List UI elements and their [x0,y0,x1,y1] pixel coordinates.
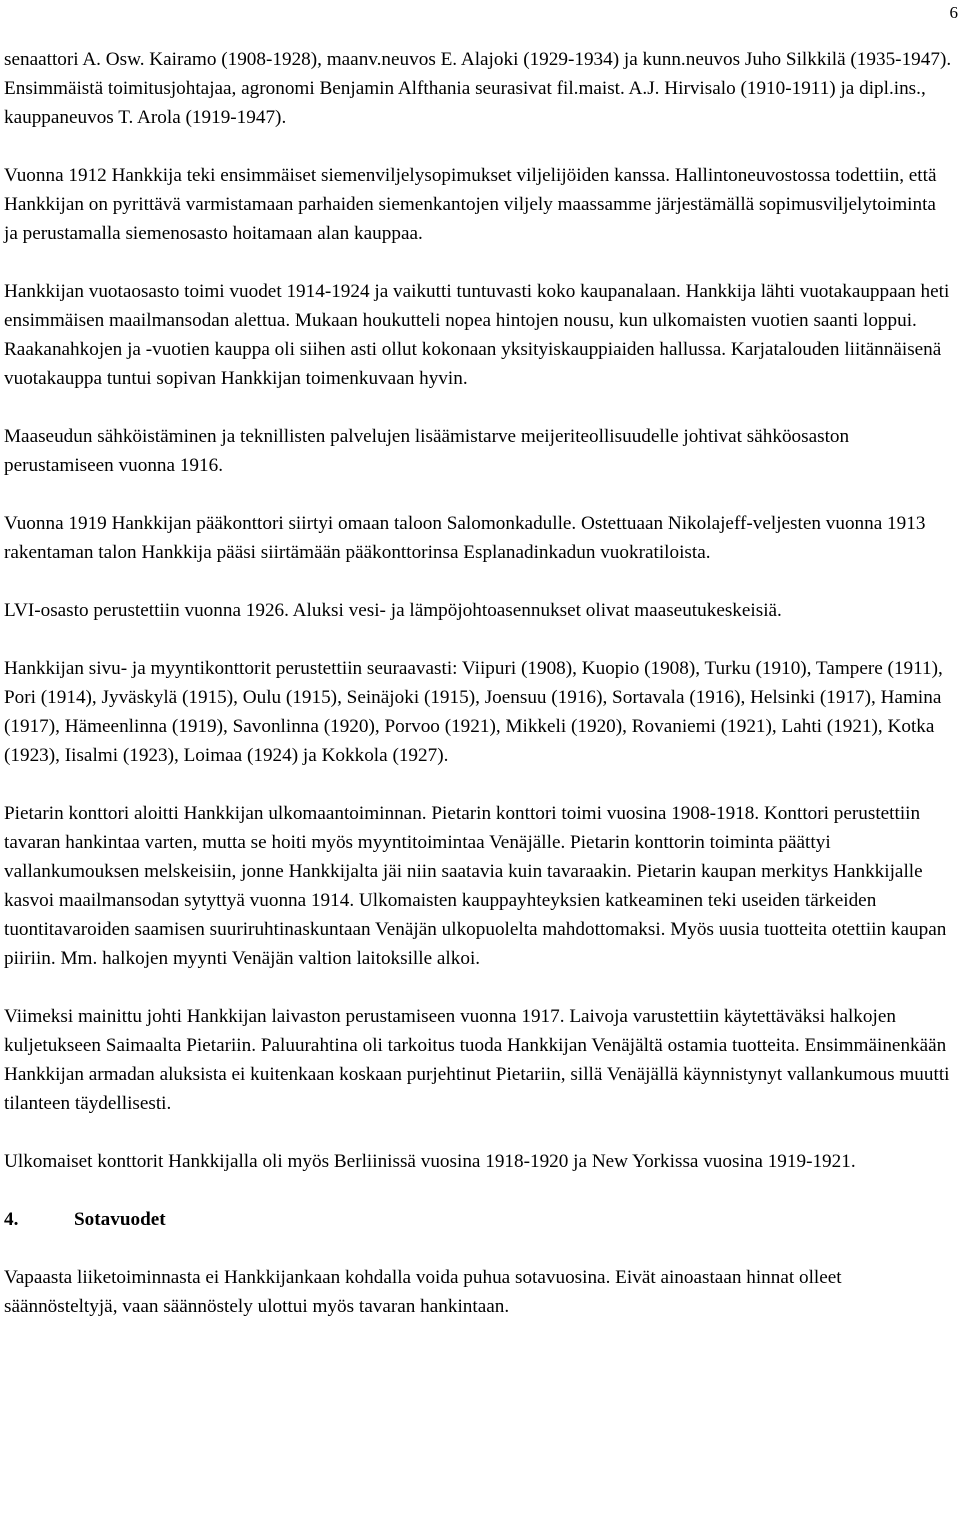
paragraph-st-petersburg-office: Pietarin konttori aloitti Hankkijan ulkomaantoiminnan. Pietarin konttori toimi vuosina 1908-1918. Konttori perustettiin tavaran hankintaa varten, mutta se hoiti myös myyntitoimintaa Venäjälle. Pietarin konttorin toiminta päättyi vallankumouksen melskeisiin, jonne Hankkijalta jäi niin saatavia kuin tavaraakin. Pietarin kaupan merkitys Hankkijalle kasvoi maailmansodan sytyttyä vuonna 1914. Ulkomaisten kauppayhteyksien katkeaminen teki useiden tärkeiden tuontitavaroiden saamisen suuriruhtinaskuntaan Venäjän ulkopuolelta mahdottomaksi. Myös uusia tuotteita otettiin kaupan piiriin. Mm. halkojen myynti Venäjän valtion laitoksille alkoi. [4,803,947,969]
paragraph-war-years: Vapaasta liiketoiminnasta ei Hankkijankaan kohdalla voida puhua sotavuosina. Eivät ainoastaan hinnat olleet säännösteltyjä, vaan säännöstely ulottui myös tavaran hankintaan. [4,1267,842,1317]
paragraph-hide-department: Hankkijan vuotaosasto toimi vuodet 1914-1924 ja vaikutti tuntuvasti koko kaupanalaan. Hankkija lähti vuotakauppaan heti ensimmäisen maailmansodan alettua. Mukaan houkutteli nopea hintojen nousu, kun ulkomaisten vuotien saanti loppui. Raakanahkojen ja -vuotien kauppa oli siihen asti ollut kokonaan yksityiskauppiaiden hallussa. Karjatalouden liitännäisenä vuotakauppa tuntui sopivan Hankkijan toimenkuvaan hyvin. [4,281,950,389]
section-title: Sotavuodet [74,1209,166,1230]
section-heading [4,1205,954,1234]
paragraph-head-office: Vuonna 1919 Hankkijan pääkonttori siirtyi omaan taloon Salomonkadulle. Ostettuaan Nikolajeff-veljesten vuonna 1913 rakentaman talon Hankkija pääsi siirtämään pääkonttorinsa Esplanadinkadun vuokratiloista. [4,513,926,563]
paragraph-branch-offices: Hankkijan sivu- ja myyntikonttorit perustettiin seuraavasti: Viipuri (1908), Kuopio (1908), Turku (1910), Tampere (1911), Pori (1914), Jyväskylä (1915), Oulu (1915), Seinäjoki (1915), Joensuu (1916), Sortavala (1916), Helsinki (1917), Hamina (1917), Hämeenlinna (1919), Savonlinna (1920), Porvoo (1921), Mikkeli (1920), Rovaniemi (1921), Lahti (1921), Kotka (1923), Iisalmi (1923), Loimaa (1924) ja Kokkola (1927). [4,658,943,766]
paragraph-lvi-department: LVI-osasto perustettiin vuonna 1926. Aluksi vesi- ja lämpöjohtoasennukset olivat maaseutukeskeisiä. [4,600,782,621]
paragraph-foreign-offices: Ulkomaiset konttorit Hankkijalla oli myös Berliinissä vuosina 1918-1920 ja New Yorkissa vuosina 1919-1921. [4,1151,856,1172]
section-number: 4. [4,1209,19,1230]
paragraph-seed-contracts: Vuonna 1912 Hankkija teki ensimmäiset siemenviljelysopimukset viljelijöiden kanssa. Hallintoneuvostossa todettiin, että Hankkijan on pyrittävä varmistamaan parhaiden siemenkantojen viljely maassamme järjestämällä sopimusviljelytoiminta ja perustamalla siemenosasto hoitamaan alan kauppaa. [4,165,937,244]
page-number: 6 [949,3,958,22]
paragraph-fleet: Viimeksi mainittu johti Hankkijan laivaston perustamiseen vuonna 1917. Laivoja varustettiin käytettäväksi halkojen kuljetukseen Saimaalta Pietariin. Paluurahtina oli tarkoitus tuoda Hankkijan Venäjältä ostamia tuotteita. Ensimmäinenkään Hankkijan armadan aluksista ei kuitenkaan koskaan purjehtinut Pietariin, sillä Venäjällä käynnistynyt vallankumous muutti tilanteen täydellisesti. [4,1006,950,1114]
paragraph-board-members: senaattori A. Osw. Kairamo (1908-1928), maanv.neuvos E. Alajoki (1929-1934) ja kunn.neuvos Juho Silkkilä (1935-1947). Ensimmäistä toimitusjohtajaa, agronomi Benjamin Alfthania seurasivat fil.maist. A.J. Hirvisalo (1910-1911) ja dipl.ins., kauppaneuvos T. Arola (1919-1947). [4,49,952,128]
paragraph-electric-department: Maaseudun sähköistäminen ja teknillisten palvelujen lisäämistarve meijeriteollisuudelle johtivat sähköosaston perustamiseen vuonna 1916. [4,426,850,476]
page-content [4,45,954,1321]
